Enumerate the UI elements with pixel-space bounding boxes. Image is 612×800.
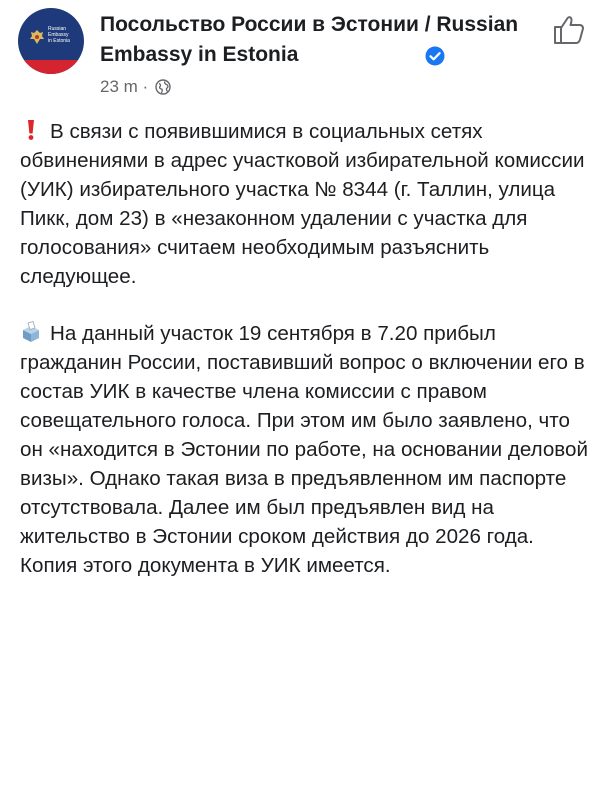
page-name[interactable]: Посольство России в Эстонии / Russian Embassy in Estonia — [100, 13, 519, 66]
post-paragraph-text: На данный участок 19 сентября в 7.20 прибыл гражданин России, поставивший вопрос о включении его в состав УИК в качестве члена комиссии с правом совещательного голоса. При этом им было заявлено, что он «находится в Эстонии по работе, на основании деловой визы». Однако такая виза в предъявленном им паспорте отсутствовала. Далее им был предъявлен вид на жительство в Эстонии сроком действия до 2026 года. Копия этого документа в УИК имеется. — [20, 322, 588, 577]
post-header — [0, 0, 612, 108]
post-paragraph-intro — [20, 118, 596, 291]
verified-badge-icon — [425, 46, 445, 66]
globe-icon[interactable] — [155, 79, 171, 95]
coat-of-arms-icon — [28, 28, 46, 46]
post-meta — [100, 76, 171, 98]
thumbs-up-icon[interactable] — [552, 12, 586, 46]
avatar-caption: Russian Embassy in Estonia — [48, 26, 70, 44]
avatar-stripe — [18, 60, 84, 74]
post-paragraph-text: В связи с появившимися в социальных сетях обвинениями в адрес участковой избирательной комиссии (УИК) избирательного участка № 8344 (г. Таллин, улица Пикк, дом 23) в «незаконном удалении с участка для голосования» считаем необходимым разъяснить следующее. — [20, 120, 585, 288]
red-exclamation-icon — [20, 119, 42, 141]
post-paragraph-details — [20, 320, 596, 580]
ballot-box-icon — [20, 321, 42, 343]
meta-separator: · — [137, 77, 153, 96]
post-timestamp[interactable]: 23 m — [100, 77, 138, 96]
page-avatar[interactable] — [18, 8, 84, 74]
post-body — [20, 118, 596, 609]
